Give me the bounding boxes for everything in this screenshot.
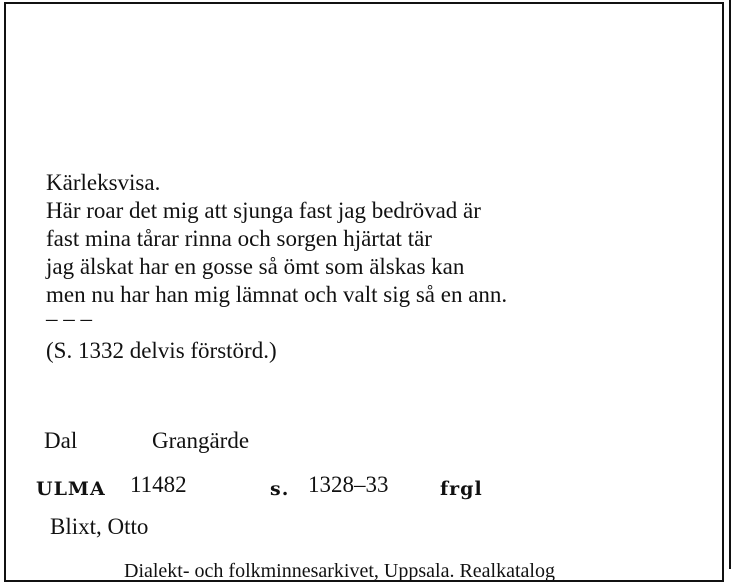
song-line-3: jag älskat har en gosse så ömt som älskas kan	[46, 254, 465, 279]
collector-name: Blixt, Otto	[50, 514, 149, 539]
page-prefix: s.	[270, 478, 290, 500]
song-line-4: men nu har han mig lämnat och valt sig så en ann.	[46, 282, 508, 307]
archive-code: ULMA	[36, 478, 106, 500]
province-label: Dal	[44, 428, 78, 453]
parish-label: Grangärde	[152, 428, 250, 453]
page-range: 1328–33	[308, 472, 389, 497]
note-line: (S. 1332 delvis förstörd.)	[46, 338, 277, 363]
song-title: Kärleksvisa.	[46, 170, 161, 195]
song-line-2: fast mina tårar rinna och sorgen hjärtat tär	[46, 226, 432, 251]
song-break-dashes: – – –	[46, 306, 92, 331]
archive-number: 11482	[130, 472, 187, 497]
archive-footer: Dialekt- och folkminnesarkivet, Uppsala. Realkatalog	[124, 560, 555, 582]
category-code: frgl	[440, 478, 483, 500]
song-line-1: Här roar det mig att sjunga fast jag bedrövad är	[46, 198, 481, 223]
page-edge-rule	[729, 0, 731, 569]
